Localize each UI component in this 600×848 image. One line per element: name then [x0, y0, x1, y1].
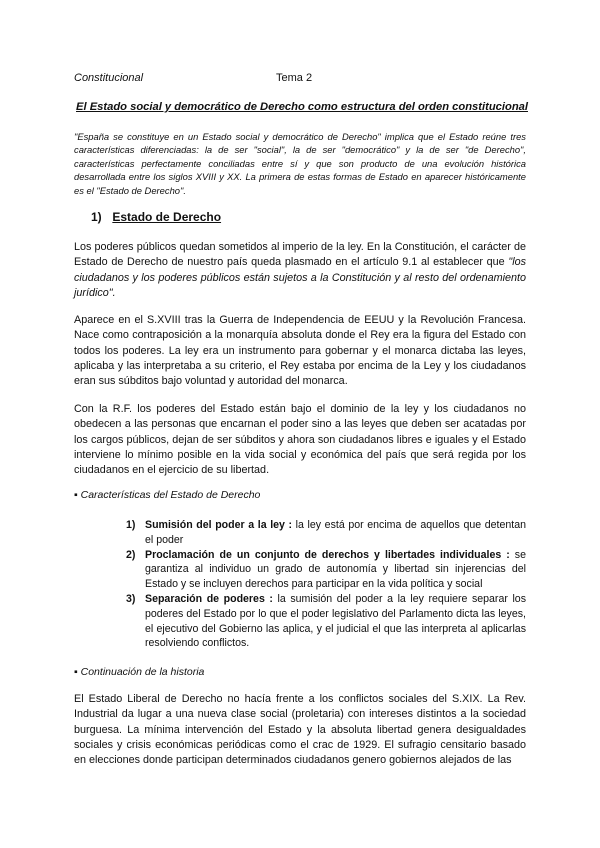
bullet-caracteristicas: ▪ Características del Estado de Derecho	[74, 489, 261, 501]
constitution-quote: "los ciudadanos y los poderes públicos están sujetos a la Constitución y al resto del ordenamiento jurídico".	[74, 256, 526, 299]
section-number: 1)	[91, 210, 102, 224]
list-item	[126, 548, 526, 592]
paragraph-text: Los poderes públicos quedan sometidos al imperio de la ley. En la Constitución, el carácter de Estado de Derecho de nuestro país queda plasmado en el artículo 9.1 al establecer que	[74, 241, 526, 269]
bullet-continuacion: ▪ Continuación de la historia	[74, 666, 205, 678]
paragraph-revolucion-francesa: Con la R.F. los poderes del Estado están bajo el dominio de la ley y los ciudadanos no obedecen a las personas que encarnan el poder sino a las leyes que deben ser acatadas por los cargos públicos, dejan de ser súbditos y ahora son ciudadanos libres e iguales y el Estado interviene lo mínimo posible en la vida social y económica del país que será regida por los ciudadanos en el ejercicio de su libertad.	[74, 403, 526, 477]
paragraph-origen: Aparece en el S.XVIII tras la Guerra de Independencia de EEUU y la Revolución Francesa. Nace como contraposición a la monarquía absoluta donde el Rey era la figura del Estado con todos los poderes. La ley era un instrumento para gobernar y el monarca dictaba las leyes, aplicaba y las interpretaba a su criterio, el Rey estaba por encima de la Ley y los ciudadanos eran sus súbditos bajo voluntad y autoridad del monarca.	[74, 314, 526, 388]
list-item-number: 2)	[126, 548, 136, 561]
list-item-term: Separación de poderes :	[145, 592, 273, 605]
intro-paragraph: "España se constituye en un Estado social y democrático de Derecho" implica que el Estado reúne tres características diferenciadas: la de ser "social", la de ser "democrático" y la de ser "de Derecho", características perfectamente conciliadas entre sí y que son producto de una evolución histórica desarrollada entre los siglos XVIII y XX. La primera de estas formas de Estado en aparecer históricamente es el "Estado de Derecho".	[74, 131, 526, 196]
header-topic: Tema 2	[276, 72, 313, 84]
section-heading-text: Estado de Derecho	[112, 210, 222, 224]
list-item-number: 3)	[126, 592, 136, 605]
paragraph-estado-liberal: El Estado Liberal de Derecho no hacía frente a los conflictos sociales del S.XIX. La Rev. Industrial da lugar a una nueva clase social (proletaria) con intereses distintos a la sociedad burguesa. La mínima intervención del Estado y la absoluta libertad genera desigualdades sociales y crisis económicas periódicas como el crac de 1929. El sufragio censitario basado en elecciones donde participan determinados ciudadanos genero gobiernos alejados de las	[74, 693, 526, 767]
list-item-term: Sumisión del poder a la ley :	[145, 519, 293, 531]
paragraph-imperio-ley	[74, 240, 526, 301]
section-heading-estado-de-derecho	[91, 210, 221, 224]
list-item-text: la ley está por encima de aquellos que detentan el poder	[145, 519, 526, 546]
list-item	[126, 592, 526, 651]
header-subject: Constitucional	[74, 72, 144, 84]
list-item-term: Proclamación de un conjunto de derechos y libertades individuales :	[145, 548, 510, 561]
document-title: El Estado social y democrático de Derecho como estructura del orden constitucional	[76, 101, 528, 113]
list-item-text: la sumisión del poder a la ley requiere separar los poderes del Estado por lo que el poder legislativo del Parlamento dicta las leyes, el ejecutivo del Gobierno las aplica, y el judicial el que las interpreta al aplicarlas resolviendo conflictos.	[145, 592, 526, 650]
list-item	[126, 518, 526, 548]
list-item-text: se garantiza al individuo un grado de autonomía y libertad sin injerencias del Estado y se incluyen derechos para participar en la vida política y social	[145, 548, 526, 591]
list-item-number: 1)	[126, 519, 136, 531]
characteristics-list	[126, 518, 526, 651]
